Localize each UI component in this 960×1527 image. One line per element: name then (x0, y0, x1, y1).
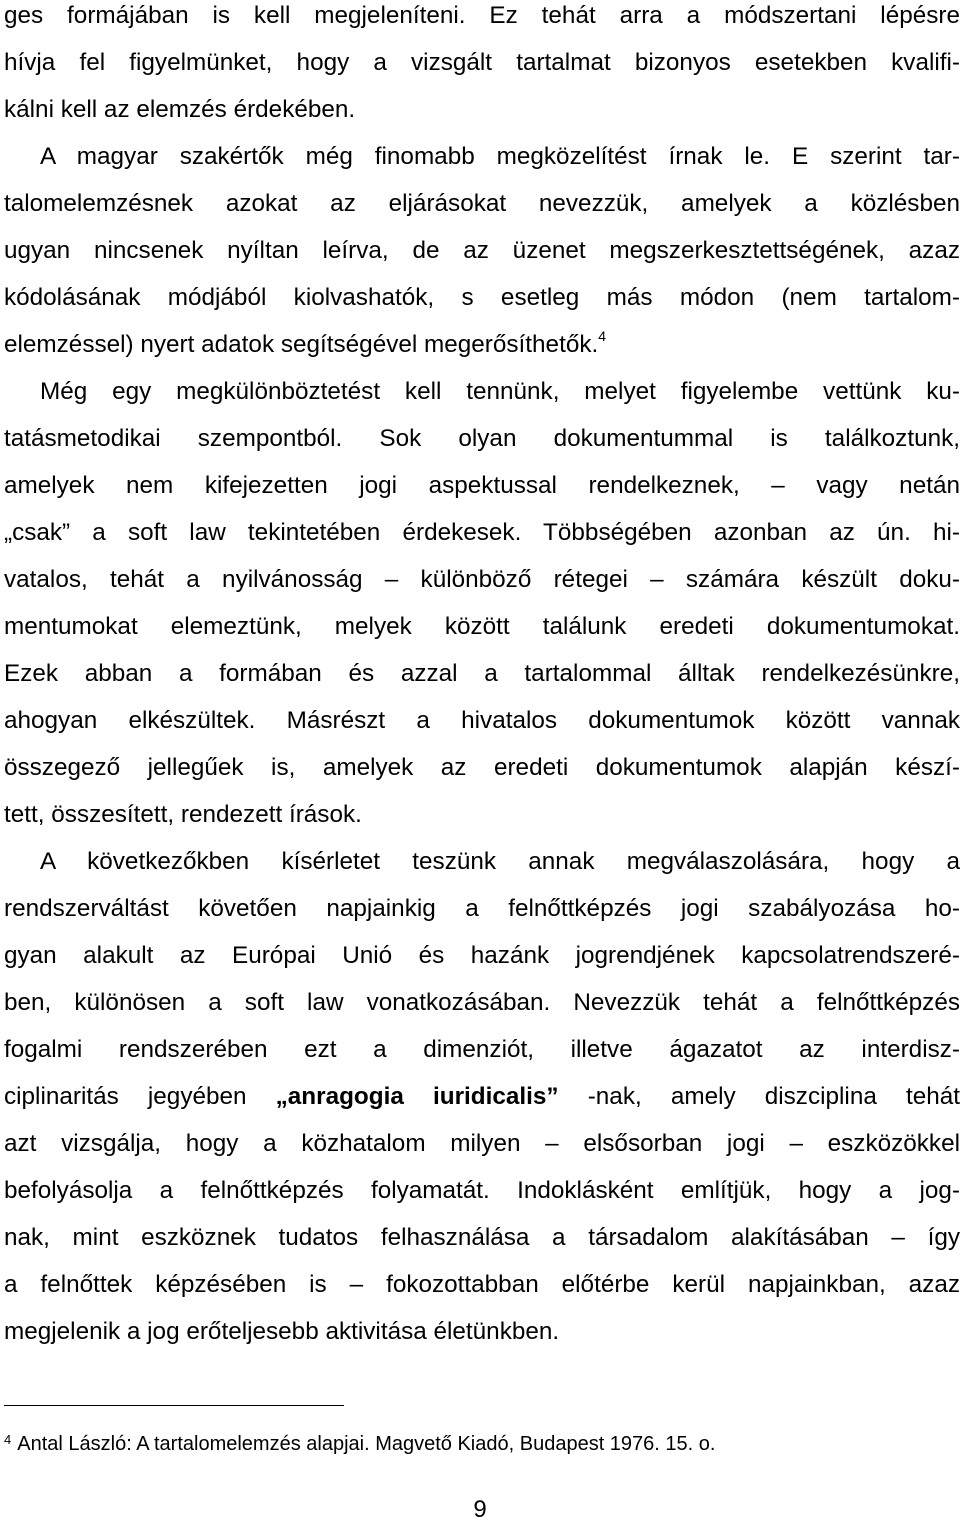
text-line: ahogyan elkészültek. Másrészt a hivatalos dokumentumok között vannak (4, 707, 960, 734)
text-line: vatalos, tehát a nyilvánosság – különböző rétegei – számára készült doku- (4, 566, 960, 593)
text-line: A következőkben kísérletet teszünk annak megválaszolására, hogy a (40, 848, 960, 875)
footnote-reference[interactable]: 4 (598, 327, 607, 344)
text-line: hívja fel figyelmünket, hogy a vizsgált tartalmat bizonyos esetekben kvalifi- (4, 49, 960, 76)
text-line (4, 1073, 960, 1121)
text-line: tatásmetodikai szempontból. Sok olyan dokumentummal is találkoztunk, (4, 425, 960, 452)
page-number: 9 (473, 1496, 487, 1523)
text-line: „csak” a soft law tekintetében érdekesek. Többségében azonban az ún. hi- (4, 519, 960, 546)
line-text: -nak, amely diszciplina tehát (587, 1083, 960, 1110)
text-line: összegező jellegűek is, amelyek az eredeti dokumentumok alapján készí- (4, 754, 960, 781)
text-line: ges formájában is kell megjeleníteni. Ez tehát arra a módszertani lépésre (4, 2, 960, 29)
text-line: Ezek abban a formában és azzal a tartalommal álltak rendelkezésünkre, (4, 660, 960, 687)
text-line: amelyek nem kifejezetten jogi aspektussal rendelkeznek, – vagy netán (4, 472, 960, 499)
bold-term: „anragogia iuridicalis” (275, 1083, 559, 1110)
footnote-number: 4 (4, 1432, 12, 1447)
text-line: kálni kell az elemzés érdekében. (4, 96, 356, 123)
footnote-text: Antal László: A tartalomelemzés alapjai. Magvető Kiadó, Budapest 1976. 15. o. (17, 1433, 716, 1455)
text-line: megjelenik a jog erőteljesebb aktivitása életünkben. (4, 1318, 560, 1345)
text-line: kódolásának módjából kiolvashatók, s esetleg más módon (nem tartalom- (4, 284, 960, 311)
text-line (4, 321, 606, 369)
text-line: A magyar szakértők még finomabb megközelítést írnak le. E szerint tar- (40, 143, 960, 170)
text-line: tett, összesített, rendezett írások. (4, 801, 362, 828)
text-line: talomelemzésnek azokat az eljárásokat nevezzük, amelyek a közlésben (4, 190, 960, 217)
text-line: ugyan nincsenek nyíltan leírva, de az üzenet megszerkesztettségének, azaz (4, 237, 960, 264)
footnote (4, 1428, 715, 1460)
text-line: mentumokat elemeztünk, melyek között találunk eredeti dokumentumokat. (4, 613, 960, 640)
text-line: nak, mint eszköznek tudatos felhasználása a társadalom alakításában – így (4, 1224, 960, 1251)
footnote-divider (4, 1405, 344, 1406)
text-line: azt vizsgálja, hogy a közhatalom milyen – elsősorban jogi – eszközökkel (4, 1130, 960, 1157)
line-text: elemzéssel) nyert adatok segítségével megerősíthetők. (4, 331, 599, 358)
text-line: rendszerváltást követően napjainkig a felnőttképzés jogi szabályozása ho- (4, 895, 960, 922)
text-line: befolyásolja a felnőttképzés folyamatát. Indoklásként említjük, hogy a jog- (4, 1177, 960, 1204)
text-line: fogalmi rendszerében ezt a dimenziót, illetve ágazatot az interdisz- (4, 1036, 960, 1063)
text-line: Még egy megkülönböztetést kell tennünk, melyet figyelembe vettünk ku- (40, 378, 960, 405)
text-line: a felnőttek képzésében is – fokozottabban előtérbe kerül napjainkban, azaz (4, 1271, 960, 1298)
line-text: ciplinaritás jegyében (4, 1083, 276, 1110)
text-line: ben, különösen a soft law vonatkozásában. Nevezzük tehát a felnőttképzés (4, 989, 960, 1016)
text-line: gyan alakult az Európai Unió és hazánk jogrendjének kapcsolatrendszeré- (4, 942, 960, 969)
